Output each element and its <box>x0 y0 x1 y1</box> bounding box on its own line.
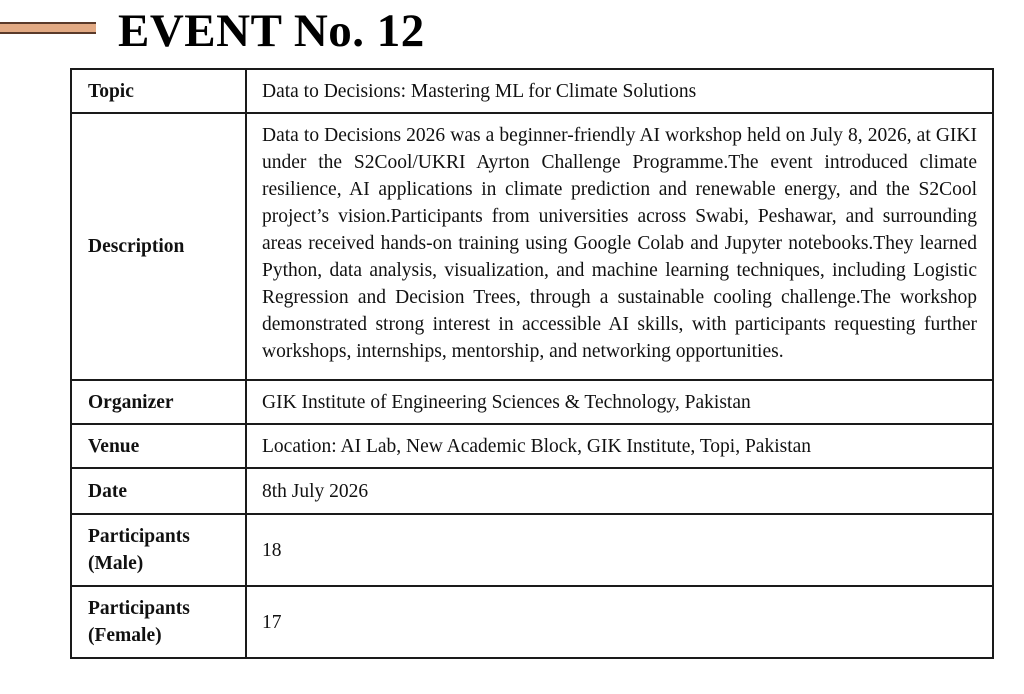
table-row-date <box>71 468 993 514</box>
date-label: Date <box>71 468 246 514</box>
organizer-value: GIK Institute of Engineering Sciences & Technology, Pakistan <box>246 380 993 424</box>
participants-female-label <box>71 586 246 658</box>
table-row-participants-male <box>71 514 993 586</box>
event-details-table <box>70 68 994 659</box>
participants-male-label-line1: Participants <box>88 526 190 547</box>
participants-male-label-line2: (Male) <box>88 553 144 574</box>
description-value: Data to Decisions 2026 was a beginner-friendly AI workshop held on July 8, 2026, at GIKI under the S2Cool/UKRI Ayrton Challenge Programme.The event introduced climate resilience, AI applications in climate prediction and renewable energy, and the S2Cool project’s vision.Participants from universities across Swabi, Peshawar, and surrounding areas received hands-on training using Google Colab and Jupyter notebooks.They learned Python, data analysis, visualization, and machine learning techniques, including Logistic Regression and Decision Trees, through a sustainable cooling challenge.The workshop demonstrated strong interest in accessible AI skills, with participants requesting further workshops, internships, mentorship, and networking opportunities. <box>246 113 993 380</box>
venue-label: Venue <box>71 424 246 468</box>
participants-male-label <box>71 514 246 586</box>
organizer-label: Organizer <box>71 380 246 424</box>
description-label: Description <box>71 113 246 380</box>
accent-bar <box>0 22 96 34</box>
table-row-participants-female <box>71 586 993 658</box>
table-row-topic <box>71 69 993 113</box>
date-value: 8th July 2026 <box>246 468 993 514</box>
participants-female-value: 17 <box>246 586 993 658</box>
table-row-description <box>71 113 993 380</box>
topic-value: Data to Decisions: Mastering ML for Climate Solutions <box>246 69 993 113</box>
table-row-organizer <box>71 380 993 424</box>
topic-label: Topic <box>71 69 246 113</box>
participants-female-label-line2: (Female) <box>88 625 162 646</box>
table-row-venue <box>71 424 993 468</box>
participants-female-label-line1: Participants <box>88 598 190 619</box>
venue-value: Location: AI Lab, New Academic Block, GIK Institute, Topi, Pakistan <box>246 424 993 468</box>
event-title: EVENT No. 12 <box>118 5 425 57</box>
participants-male-value: 18 <box>246 514 993 586</box>
